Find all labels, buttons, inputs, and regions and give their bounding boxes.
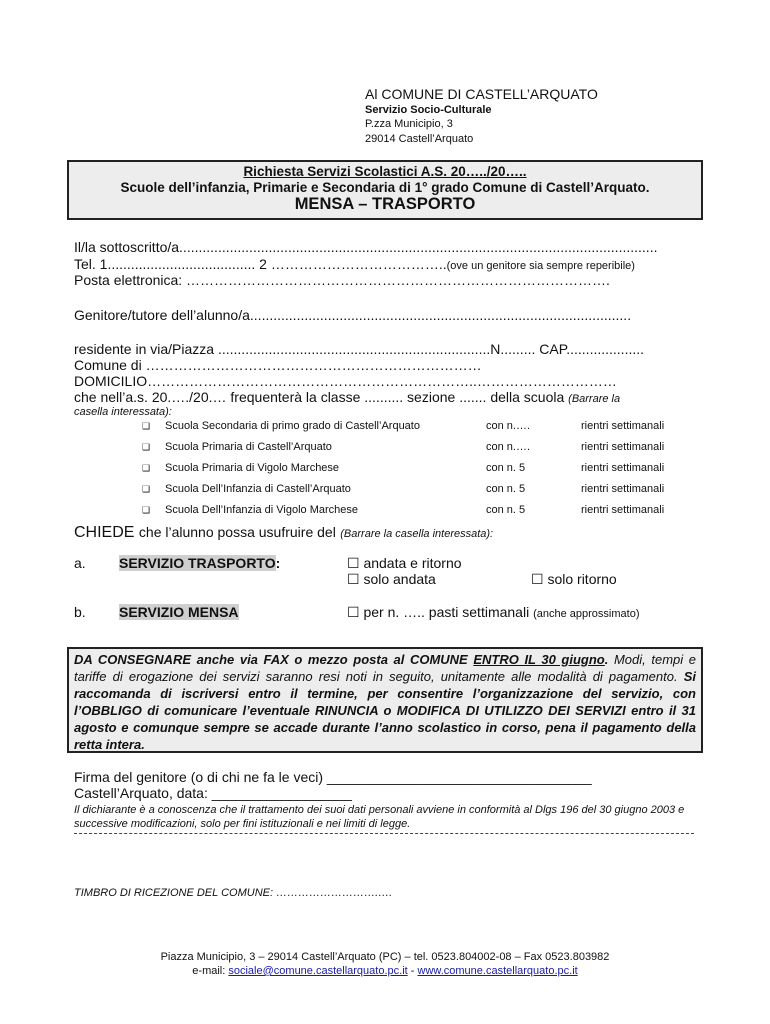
school-count: con n.…. — [486, 420, 531, 432]
school-rientri: rientri settimanali — [581, 420, 665, 432]
title-line-2: Scuole dell’infanzia, Primarie e Secondaria di 1° grado Comune di Castell’Arquato. — [120, 180, 650, 195]
service-a-letter: a. — [74, 555, 86, 571]
notice-bold-1: DA CONSEGNARE anche via FAX o mezzo posta al COMUNE — [74, 652, 468, 667]
recipient-city: 29014 Castell’Arquato — [365, 133, 474, 145]
footer-web-link[interactable]: www.comune.castellarquato.pc.it — [417, 965, 578, 977]
school-rientri: rientri settimanali — [581, 462, 665, 474]
stamp-area-label: TIMBRO DI RICEZIONE DEL COMUNE: ……………………….…. — [74, 887, 393, 899]
chiede-text: che l’alunno possa usufruire del — [138, 524, 336, 540]
service-b-label-text: SERVIZIO MENSA — [119, 604, 239, 620]
service-b-label — [119, 604, 239, 622]
school-name: Scuola Dell’Infanzia di Castell’Arquato — [165, 483, 351, 495]
privacy-note: Il dichiarante è a conoscenza che il trattamento dei suoi dati personali avviene in conformità al Dlgs 196 del 30 giugno 2003 e successive modificazioni, solo per fini istituzionali e nei limiti di legge. — [74, 804, 685, 830]
option-mensa-label: per n. ….. pasti settimanali — [363, 604, 530, 620]
checkbox-icon[interactable]: ☐ — [347, 555, 360, 571]
checkbox-icon[interactable]: ❑ — [142, 484, 151, 494]
field-genitore[interactable]: Genitore/tutore dell’alunno/a.................................................................................................. — [74, 307, 632, 323]
field-comune[interactable]: Comune di ……………………………………………………………… — [74, 357, 482, 373]
checkbox-icon[interactable]: ❑ — [142, 442, 151, 452]
title-box — [67, 160, 703, 220]
school-name: Scuola Secondaria di primo grado di Castell’Arquato — [165, 420, 420, 432]
notice-text: DA CONSEGNARE anche via FAX o mezzo posta al COMUNE ENTRO IL 30 giugno. Modi, tempi e tariffe di erogazione dei servizi saranno resi noti in seguito, unitamente alle modalità di pagamento. Si raccomanda di iscriversi entro il termine, per consentire l’organizzazione del servizio, con l’OBBLIGO di comunicare l’eventuale RINUNCIA o MODIFICA DI UTILIZZO DEI SERVIZI entro il 31 agosto e comunque sempre se accade durante l’anno scolastico in corso, pena il pagamento della retta intera. — [74, 652, 696, 752]
checkbox-icon[interactable]: ☐ — [347, 571, 360, 587]
checkbox-icon[interactable]: ☐ — [531, 571, 544, 587]
option-solo-andata[interactable] — [347, 571, 436, 588]
signature-line[interactable]: Firma del genitore (o di chi ne fa le veci) __________________________________ — [74, 769, 592, 785]
notice-box — [67, 647, 703, 753]
option-mensa[interactable] — [347, 604, 639, 621]
service-a-colon: : — [275, 555, 281, 571]
footer-contacts — [0, 965, 770, 977]
school-rientri: rientri settimanali — [581, 483, 665, 495]
field-residente[interactable]: residente in via/Piazza ......................................................................N......... CAP.................... — [74, 341, 645, 357]
footer-address: Piazza Municipio, 3 – 29014 Castell’Arquato (PC) – tel. 0523.804002-08 – Fax 0523.803982 — [160, 951, 610, 963]
field-anno-note-2: casella interessata): — [74, 406, 172, 418]
option-mensa-note: (anche approssimato) — [533, 608, 640, 620]
chiede-line — [74, 524, 493, 542]
service-b-letter: b. — [74, 604, 86, 620]
schools-list — [0, 420, 770, 525]
title-line-3: MENSA – TRASPORTO — [294, 195, 476, 213]
school-count: con n. 5 — [486, 483, 526, 495]
checkbox-icon[interactable]: ❑ — [142, 463, 151, 473]
field-anno-note: (Barrare la — [568, 393, 621, 405]
school-name: Scuola Primaria di Castell’Arquato — [165, 441, 332, 453]
footer-email-link[interactable]: sociale@comune.castellarquato.pc.it — [228, 965, 408, 977]
notice-deadline: ENTRO IL 30 giugno — [473, 652, 605, 667]
checkbox-icon[interactable]: ❑ — [142, 505, 151, 515]
field-domicilio[interactable]: DOMICILIO……………………………………………………………..………………………… — [74, 373, 617, 389]
school-count: con n. 5 — [486, 504, 526, 516]
school-rientri: rientri settimanali — [581, 441, 665, 453]
title-line-1: Richiesta Servizi Scolastici A.S. 20…../20….. — [243, 164, 527, 179]
notice-bold-2: Si raccomanda di iscriversi entro il termine, per consentire l’organizzazione del servizio, con l’OBBLIGO di comunicare l’eventuale RINUNCIA o MODIFICA DI UTILIZZO DEI SERVIZI entro il 31 agosto e comunque sempre se accade durante l’anno scolastico in corso, pena il pagamento della retta intera. — [74, 669, 696, 752]
service-a-label — [119, 555, 280, 573]
separator-dashed — [74, 833, 694, 834]
chiede-big: CHIEDE — [74, 524, 135, 541]
notice-text-1: Modi, tempi e tariffe di erogazione dei servizi saranno resi noti in seguito, unitamente alle modalità di pagamento. — [74, 652, 696, 684]
field-telefono-note: (ove un genitore sia sempre reperibile) — [446, 260, 635, 272]
field-anno-scolastico[interactable] — [74, 389, 620, 405]
school-name: Scuola Primaria di Vigolo Marchese — [165, 462, 340, 474]
option-solo-ritorno-label: solo ritorno — [547, 571, 617, 587]
field-telefono[interactable] — [74, 256, 635, 272]
footer-separator: - — [410, 965, 415, 977]
recipient-title: Al COMUNE DI CASTELL’ARQUATO — [365, 86, 598, 102]
school-count: con n.…. — [486, 441, 531, 453]
recipient-street: P.zza Municipio, 3 — [365, 118, 453, 130]
checkbox-icon[interactable]: ☐ — [347, 604, 360, 620]
field-anno-text: che nell’a.s. 20.…./20.… frequenterà la classe .......... sezione ....... della scuola — [74, 389, 565, 405]
school-count: con n. 5 — [486, 462, 526, 474]
checkbox-icon[interactable]: ❑ — [142, 421, 151, 431]
option-andata-ritorno[interactable] — [347, 555, 462, 572]
option-andata-ritorno-label: andata e ritorno — [363, 555, 462, 571]
service-a-label-text: SERVIZIO TRASPORTO — [119, 555, 276, 571]
chiede-note: (Barrare la casella interessata): — [340, 528, 494, 540]
school-name: Scuola Dell’Infanzia di Vigolo Marchese — [165, 504, 359, 516]
option-solo-andata-label: solo andata — [363, 571, 436, 587]
date-line[interactable]: Castell’Arquato, data: __________________ — [74, 785, 352, 801]
field-email[interactable]: Posta elettronica: ………………………………………………………………………………. — [74, 272, 610, 288]
option-solo-ritorno[interactable] — [531, 571, 617, 588]
field-telefono-text: Tel. 1...................................... 2 ……………………………….. — [74, 256, 447, 272]
footer-email-prefix: e-mail: — [192, 965, 226, 977]
field-sottoscritto[interactable]: Il/la sottoscritto/a........................................................................................................................... — [74, 239, 658, 255]
school-rientri: rientri settimanali — [581, 504, 665, 516]
recipient-office: Servizio Socio-Culturale — [365, 104, 492, 116]
